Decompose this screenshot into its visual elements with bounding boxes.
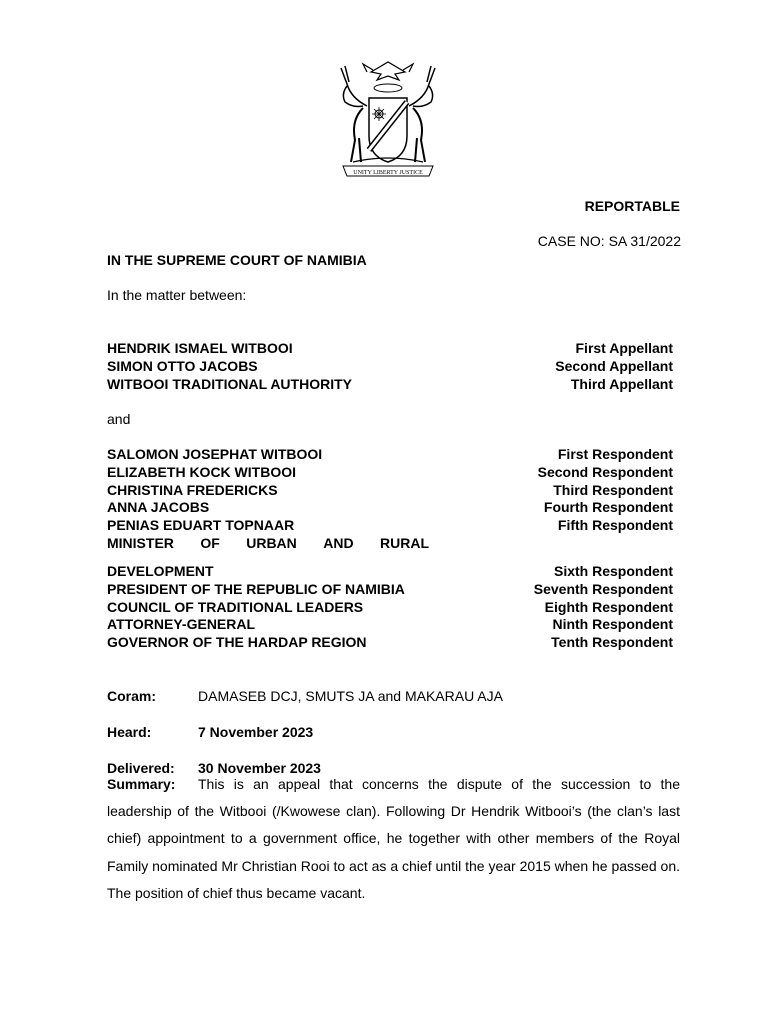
party-role: Eighth Respondent [544, 598, 673, 615]
party-row [107, 517, 673, 535]
party-row [107, 446, 673, 464]
party-role: Second Appellant [555, 357, 673, 374]
summary-label: Summary: [107, 776, 176, 792]
party-role: Fourth Respondent [543, 499, 673, 516]
party-row [107, 599, 673, 617]
word: URBAN [246, 534, 297, 551]
party-row [107, 464, 673, 482]
case-number: CASE NO: SA 31/2022 [537, 233, 681, 249]
motto-text: UNITY LIBERTY JUSTICE [353, 170, 423, 176]
word: AND [323, 534, 354, 551]
party-name: WITBOOI TRADITIONAL AUTHORITY [107, 375, 352, 392]
minister-line [107, 535, 673, 553]
party-row [107, 376, 673, 394]
party-role: Seventh Respondent [533, 580, 673, 597]
party-name: PENIAS EDUART TOPNAAR [107, 517, 295, 534]
word: RURAL [380, 534, 429, 551]
summary-paragraph [107, 771, 680, 907]
party-row [107, 616, 673, 634]
matter-between: In the matter between: [107, 287, 247, 303]
party-role: Ninth Respondent [552, 616, 673, 633]
party-role: Fifth Respondent [557, 517, 673, 534]
word: OF [200, 534, 220, 551]
party-row [107, 563, 673, 581]
heard-label: Heard: [107, 724, 152, 740]
party-role: Sixth Respondent [553, 563, 673, 579]
minister-name-justified [107, 535, 429, 553]
party-name: CHRISTINA FREDERICKS [107, 481, 278, 498]
summary-text: This is an appeal that concerns the dispute of the succession to the leadership of the Witbooi (/Kwowese clan). Following Dr Hendrik Witbooi’s (the clan’s last chief) appointment to a government office, he together with other members of the Royal Family nominated Mr Christian Rooi to act as a chief until the year 2015 when he passed on. The position of chief thus became vacant. [107, 776, 680, 901]
party-name: ANNA JACOBS [107, 499, 210, 516]
party-name: ELIZABETH KOCK WITBOOI [107, 463, 296, 480]
delivered-value: 30 November 2023 [198, 760, 321, 776]
party-role: First Respondent [557, 446, 673, 462]
party-row [107, 340, 673, 358]
party-name: DEVELOPMENT [107, 563, 214, 579]
party-row [107, 482, 673, 500]
delivered-label: Delivered: [107, 760, 175, 776]
party-role: Tenth Respondent [551, 634, 673, 651]
respondents-list-2 [107, 563, 673, 652]
party-name: SALOMON JOSEPHAT WITBOOI [107, 446, 323, 462]
party-role: Second Respondent [537, 463, 673, 480]
coram-value: DAMASEB DCJ, SMUTS JA and MAKARAU AJA [198, 688, 503, 704]
party-name: ATTORNEY-GENERAL [107, 616, 256, 633]
party-row [107, 581, 673, 599]
party-name: COUNCIL OF TRADITIONAL LEADERS [107, 598, 364, 615]
party-row [107, 358, 673, 376]
coat-of-arms-icon [333, 58, 443, 184]
party-role: Third Appellant [570, 375, 673, 392]
and-text: and [107, 411, 131, 427]
appellants-list [107, 340, 673, 393]
court-name: IN THE SUPREME COURT OF NAMIBIA [107, 252, 367, 268]
party-role: First Appellant [575, 340, 673, 356]
party-role: Third Respondent [553, 481, 673, 498]
party-name: SIMON OTTO JACOBS [107, 357, 258, 374]
party-row [107, 634, 673, 652]
party-name: GOVERNOR OF THE HARDAP REGION [107, 634, 367, 651]
party-row [107, 499, 673, 517]
heard-value: 7 November 2023 [198, 724, 314, 740]
respondents-list [107, 446, 673, 553]
reportable-label: REPORTABLE [584, 198, 680, 214]
coram-label: Coram: [107, 688, 157, 704]
word: MINISTER [107, 534, 174, 551]
party-name: HENDRIK ISMAEL WITBOOI [107, 340, 293, 356]
party-name: PRESIDENT OF THE REPUBLIC OF NAMIBIA [107, 580, 405, 597]
